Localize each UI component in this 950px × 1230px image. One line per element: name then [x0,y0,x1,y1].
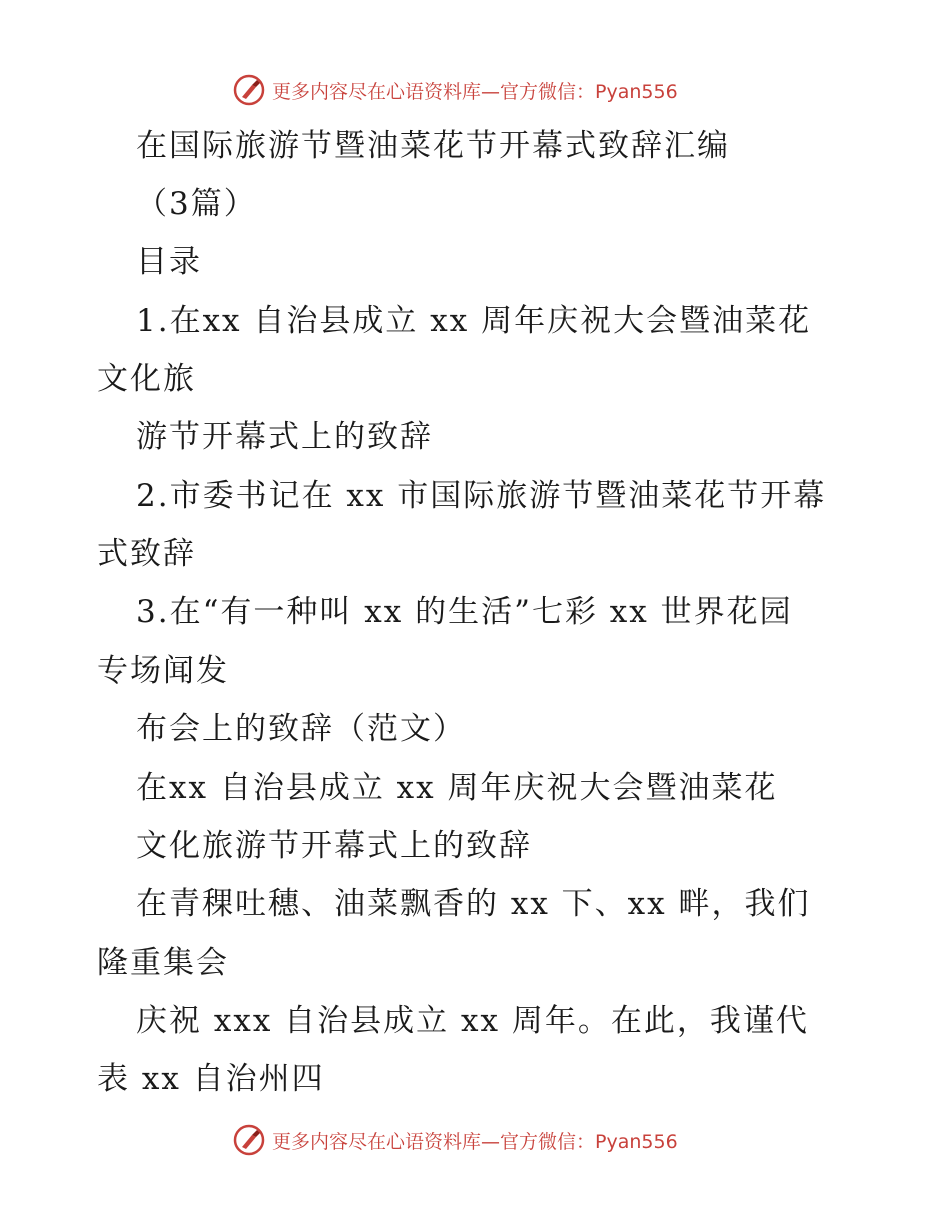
toc-item-1: 1.在xx 自治县成立 xx 周年庆祝大会暨油菜花 [136,303,812,339]
toc-item-3-cont: 专场闻发 [97,653,229,689]
paragraph-line: 庆祝 xxx 自治县成立 xx 周年。在此，我谨代 [136,1003,809,1039]
banner-text: 更多内容尽在心语资料库—官方微信：Pyan556 [272,1130,678,1153]
paragraph-line: 隆重集会 [97,945,229,981]
toc-item-2-cont: 式致辞 [97,536,196,572]
toc-item-1-cont2: 游节开幕式上的致辞 [136,419,433,455]
document-title: 在国际旅游节暨油菜花节开幕式致辞汇编 [136,128,730,164]
paragraph-line: 在青稞吐穗、油菜飘香的 xx 下、xx 畔，我们 [136,886,811,922]
toc-item-1-cont: 文化旅 [97,361,196,397]
banner-text: 更多内容尽在心语资料库—官方微信：Pyan556 [272,80,678,103]
paragraph-line: 表 xx 自治州四 [97,1061,325,1097]
pen-logo-icon [232,73,266,107]
toc-heading: 目录 [136,244,202,280]
section-title: 在xx 自治县成立 xx 周年庆祝大会暨油菜花 [136,770,778,806]
document-subtitle: （3篇） [136,186,257,222]
footer-banner [232,1120,678,1160]
header-banner [232,70,678,110]
toc-item-3-cont2: 布会上的致辞（范文） [136,711,466,747]
toc-item-2: 2.市委书记在 xx 市国际旅游节暨油菜花节开幕 [136,478,827,514]
section-title-cont: 文化旅游节开幕式上的致辞 [136,828,532,864]
pen-logo-icon [232,1123,266,1157]
toc-item-3: 3.在“有一种叫 xx 的生活”七彩 xx 世界花园 [136,594,793,630]
